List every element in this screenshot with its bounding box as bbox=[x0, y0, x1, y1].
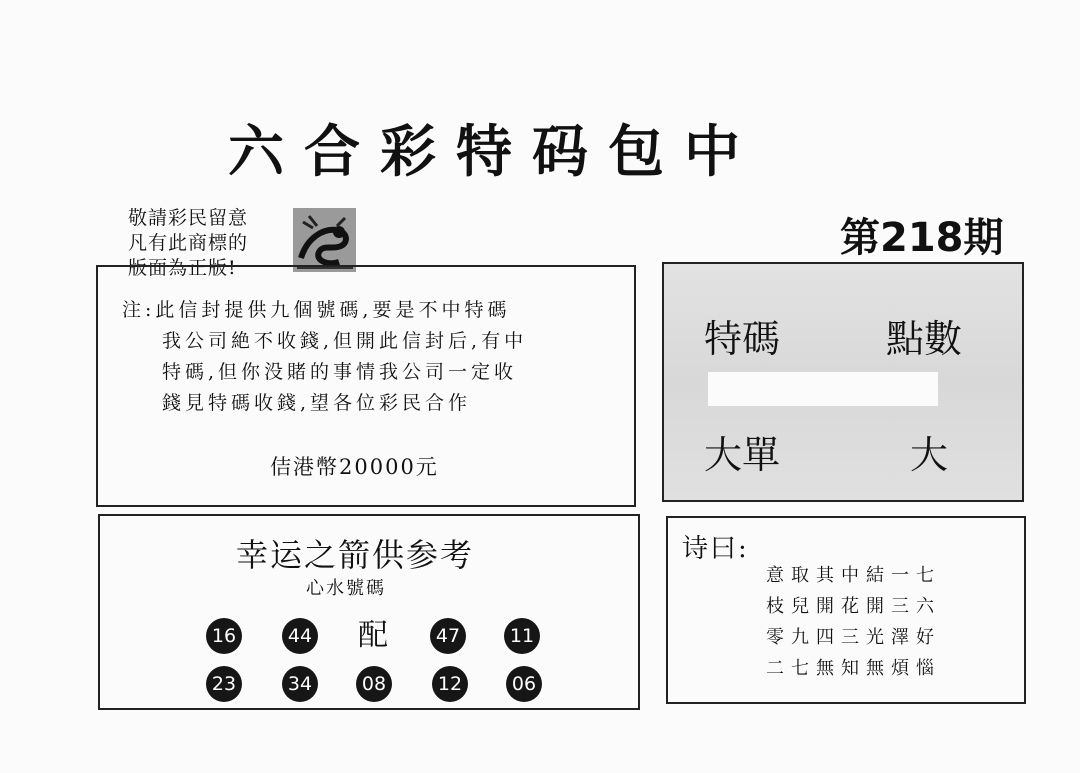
points-label: 點數 bbox=[886, 317, 963, 361]
poem-text bbox=[766, 560, 941, 684]
number-ball: 34 bbox=[282, 666, 318, 702]
pair-label: 配 bbox=[358, 618, 388, 653]
terms-text bbox=[122, 295, 527, 419]
terms-line: 注:此信封提供九個號碼,要是不中特碼 bbox=[122, 299, 511, 321]
number-ball: 44 bbox=[282, 618, 318, 654]
price-note: 佶港幣20000元 bbox=[270, 455, 439, 479]
lucky-subheading: 心水號碼 bbox=[306, 578, 386, 599]
number-ball: 08 bbox=[356, 666, 392, 702]
notice-line: 凡有此商標的 bbox=[128, 232, 249, 254]
terms-line: 特碼,但你没賭的事情我公司一定收 bbox=[162, 361, 518, 383]
special-code-value: 大單 bbox=[704, 433, 781, 477]
redaction-bar bbox=[708, 372, 938, 406]
poem-line: 零九四三光澤好 bbox=[766, 627, 941, 648]
number-ball: 06 bbox=[506, 666, 542, 702]
number-ball: 16 bbox=[206, 618, 242, 654]
poem-line: 意取其中結一七 bbox=[766, 565, 941, 586]
number-ball: 11 bbox=[504, 618, 540, 654]
poem-line: 枝兒開花開三六 bbox=[766, 596, 941, 617]
issue-number: 第218期 bbox=[840, 215, 1004, 261]
notice-line: 版面為正版! bbox=[128, 257, 237, 279]
number-ball: 47 bbox=[430, 618, 466, 654]
points-value: 大 bbox=[910, 433, 949, 477]
terms-line: 我公司絶不收錢,但開此信封后,有中 bbox=[162, 330, 528, 352]
lucky-numbers-box bbox=[98, 514, 640, 710]
number-ball: 12 bbox=[432, 666, 468, 702]
notice-line: 敬請彩民留意 bbox=[128, 207, 249, 229]
terms-line: 錢見特碼收錢,望各位彩民合作 bbox=[162, 392, 472, 414]
terms-box bbox=[96, 265, 636, 507]
lucky-heading: 幸运之箭供参考 bbox=[236, 536, 475, 574]
special-code-box bbox=[662, 262, 1024, 502]
page-title: 六合彩特码包中 bbox=[228, 120, 760, 185]
poem-box bbox=[666, 516, 1026, 704]
special-code-label: 特碼 bbox=[704, 317, 781, 361]
number-ball: 23 bbox=[206, 666, 242, 702]
poem-heading: 诗曰: bbox=[682, 534, 749, 564]
dragon-trademark-icon bbox=[293, 208, 356, 272]
poem-line: 二七無知無煩惱 bbox=[766, 658, 941, 679]
